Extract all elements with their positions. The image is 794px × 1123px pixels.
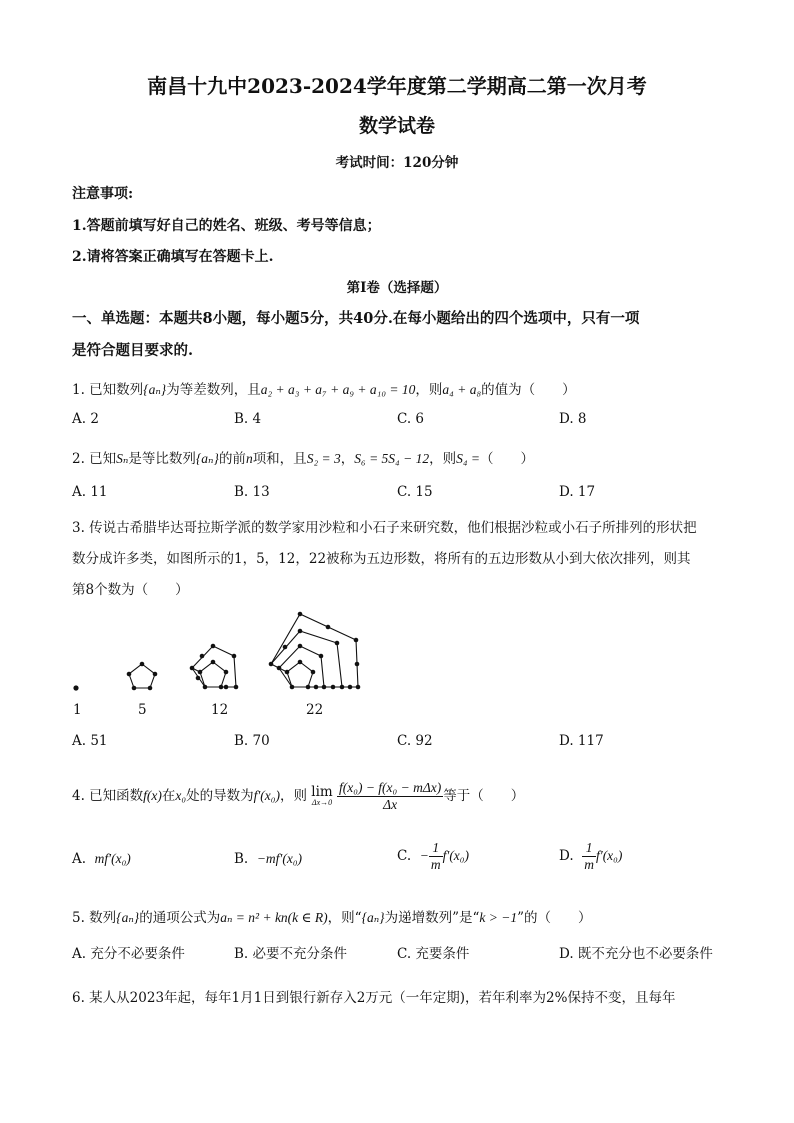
question-4: [72, 780, 524, 813]
q4-limit: [311, 783, 333, 808]
q5-pre: 5. 数列: [72, 910, 117, 926]
section-intro-line2: 是符合题目要求的.: [72, 342, 194, 359]
q4-option-c-num: 1: [429, 840, 443, 857]
q4-post: 等于（ ）: [443, 788, 525, 804]
q2-mid2: 的前: [218, 451, 246, 467]
question-5: [72, 906, 592, 926]
q5-option-c[interactable]: C. 充要条件: [397, 946, 470, 962]
q4-mid: 在: [161, 788, 176, 804]
q4-option-c-letter: C.: [397, 848, 412, 864]
q5-condition: k > −1: [479, 910, 518, 925]
q2-pre: 2. 已知: [72, 451, 117, 467]
q4-deriv: f′(x₀): [253, 788, 280, 803]
q1-equation: a₂ + a₃ + a₇ + a₉ + a₁₀ = 10: [260, 382, 416, 397]
q4-denominator: Δx: [383, 797, 398, 812]
q5-post: ”的（ ）: [517, 910, 592, 926]
q5-seq2: {aₙ}: [361, 910, 385, 925]
q4-option-c-den: m: [430, 857, 441, 872]
q4-fraction: [337, 780, 443, 813]
q4-option-d-num: 1: [582, 840, 596, 857]
q3-line2: 数分成许多类，如图所示的1，5，12，22被称为五边形数，将所有的五边形数从小到大依次排列，则其: [72, 551, 691, 567]
q1-option-c[interactable]: C. 6: [397, 411, 425, 427]
q4-option-c-sign: −: [419, 848, 429, 863]
q4-option-b[interactable]: [234, 851, 302, 867]
q4-option-d[interactable]: [559, 840, 622, 873]
q4-mid3: ，则: [279, 788, 307, 804]
q4-option-d-fraction: [582, 840, 596, 873]
q2-option-d[interactable]: D. 17: [559, 484, 596, 500]
q2-option-b[interactable]: B. 13: [234, 484, 270, 500]
q1-mid2: ，则: [415, 382, 443, 398]
q3-option-c[interactable]: C. 92: [397, 733, 433, 749]
q2-n: n: [245, 451, 253, 466]
q2-mid3: 项和，且: [252, 451, 307, 467]
figure-label-22: 22: [306, 702, 324, 718]
question-2: [72, 447, 534, 467]
q1-expression: a₄ + a₈: [442, 382, 482, 397]
figure-label-1: 1: [73, 702, 82, 718]
q1-seq: {aₙ}: [143, 382, 167, 397]
section-title: 第I卷（选择题）: [346, 280, 448, 296]
exam-time: 考试时间：120分钟: [335, 155, 459, 171]
exam-title: 南昌十九中2023-2024学年度第二学期高二第一次月考: [147, 74, 647, 98]
notice-heading: 注意事项:: [72, 186, 134, 202]
q4-lim-word: lim: [311, 783, 333, 800]
q4-option-d-letter: D.: [559, 848, 574, 864]
q4-option-a-value: mf′(x₀): [94, 851, 131, 866]
q2-sn: Sₙ: [116, 451, 129, 466]
q2-eq1: S₂ = 3: [306, 451, 341, 466]
q4-mid2: 处的导数为: [186, 788, 254, 804]
q5-mid: 的通项公式为: [139, 910, 221, 926]
q4-numerator: f(x₀) − f(x₀ − mΔx): [339, 780, 442, 795]
q1-option-d[interactable]: D. 8: [559, 411, 587, 427]
q3-option-b[interactable]: B. 70: [234, 733, 270, 749]
q5-option-b[interactable]: B. 必要不充分条件: [234, 946, 348, 962]
q1-option-b[interactable]: B. 4: [234, 411, 262, 427]
figure-label-5: 5: [138, 702, 147, 718]
q2-option-c[interactable]: C. 15: [397, 484, 433, 500]
q4-lim-sub: Δx→0: [311, 798, 333, 808]
q4-option-d-den: m: [584, 857, 594, 872]
q1-pre: 1. 已知数列: [72, 382, 144, 398]
q4-option-b-letter: B.: [234, 851, 249, 867]
q1-mid: 为等差数列，且: [166, 382, 261, 398]
question-1: [72, 378, 576, 398]
q4-option-a-letter: A.: [72, 851, 87, 867]
q3-line3: 第8个数为（ ）: [72, 582, 189, 598]
q2-mid4: ，则: [429, 451, 457, 467]
q3-option-a[interactable]: A. 51: [72, 733, 108, 749]
notice-item-2: 2.请将答案正确填写在答题卡上.: [72, 249, 274, 265]
exam-subtitle: 数学试卷: [358, 115, 435, 137]
q2-sep: ，: [340, 451, 355, 467]
q2-option-a[interactable]: A. 11: [72, 484, 108, 500]
q5-mid2: ，则“: [327, 910, 362, 926]
q5-mid3: 为递增数列”是“: [384, 910, 480, 926]
q6-line1: 6. 某人从2023年起，每年1月1日到银行新存入2万元（一年定期)，若年利率为2%保持不变，且每年: [72, 990, 676, 1006]
pentagonal-numbers-figure: [60, 600, 380, 700]
q2-eq2: S₆ = 5S₄ − 12: [354, 451, 430, 466]
q1-post: 的值为（ ）: [481, 382, 576, 398]
q2-mid: 是等比数列: [128, 451, 196, 467]
q5-option-a[interactable]: A. 充分不必要条件: [72, 946, 185, 962]
q5-option-d[interactable]: D. 既不充分也不必要条件: [559, 946, 713, 962]
section-intro-line1: 一、单选题：本题共8小题，每小题5分，共40分.在每小题给出的四个选项中，只有一项: [72, 310, 640, 327]
q2-eq3: S₄ =: [456, 451, 481, 466]
q4-f: f(x): [143, 788, 162, 803]
q3-option-d[interactable]: D. 117: [559, 733, 604, 749]
q2-seq: {aₙ}: [195, 451, 219, 466]
q2-post: （ ）: [480, 451, 535, 467]
q4-option-c-fraction: [429, 840, 443, 873]
notice-item-1: 1.答题前填写好自己的姓名、班级、考号等信息；: [72, 218, 381, 234]
q4-pre: 4. 已知函数: [72, 788, 144, 804]
q5-formula: aₙ = n² + kn(k ∈ R): [220, 910, 328, 925]
q5-seq: {aₙ}: [116, 910, 140, 925]
q1-option-a[interactable]: A. 2: [72, 411, 99, 427]
q4-option-c-tail: f′(x₀): [442, 848, 469, 863]
q4-option-a[interactable]: [72, 851, 131, 867]
q3-line1: 3. 传说古希腊毕达哥拉斯学派的数学家用沙粒和小石子来研究数，他们根据沙粒或小石子所排列的形状把: [72, 520, 697, 536]
q4-option-d-tail: f′(x₀): [595, 848, 623, 863]
q4-option-c[interactable]: [397, 840, 469, 873]
q4-option-b-value: −mf′(x₀): [256, 851, 303, 866]
q4-x0: x₀: [175, 788, 187, 803]
figure-label-12: 12: [211, 702, 229, 718]
